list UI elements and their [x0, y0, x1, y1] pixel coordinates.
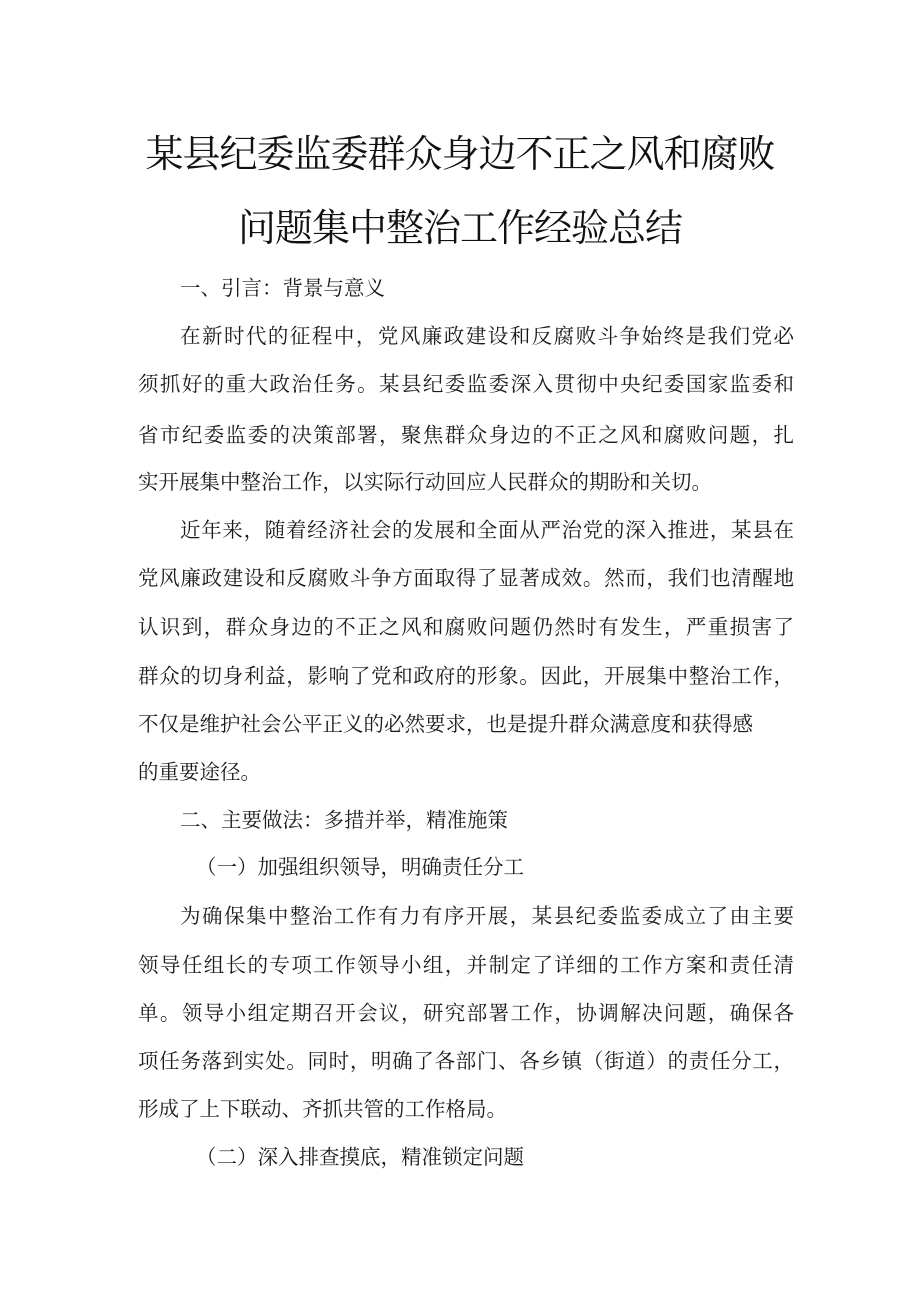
paragraph-3-line-3: 单。领导小组定期召开会议，研究部署工作，协调解决问题，确保各	[138, 1001, 794, 1025]
paragraph-2-line-6: 的重要途径。	[138, 760, 261, 784]
subsection-2-heading: （二）深入排查摸底，精准锁定问题	[196, 1145, 524, 1169]
paragraph-2-line-5: 不仅是维护社会公平正义的必然要求，也是提升群众满意度和获得感	[138, 712, 753, 736]
paragraph-1-line-1: 在新时代的征程中，党风廉政建设和反腐败斗争始终是我们党必	[180, 324, 794, 348]
paragraph-1-line-4: 实开展集中整治工作，以实际行动回应人民群众的期盼和关切。	[138, 470, 712, 494]
paragraph-2-line-2: 党风廉政建设和反腐败斗争方面取得了显著成效。然而，我们也清醒地	[138, 566, 794, 590]
section-2-heading: 二、主要做法：多措并举，精准施策	[180, 808, 508, 832]
paragraph-3-line-4: 项任务落到实处。同时，明确了各部门、各乡镇（街道）的责任分工，	[138, 1049, 794, 1073]
paragraph-3-line-1: 为确保集中整治工作有力有序开展，某县纪委监委成立了由主要	[180, 904, 794, 928]
subsection-1-heading: （一）加强组织领导，明确责任分工	[196, 855, 524, 879]
paragraph-2-line-1: 近年来，随着经济社会的发展和全面从严治党的深入推进，某县在	[180, 518, 794, 542]
paragraph-3-line-5: 形成了上下联动、齐抓共管的工作格局。	[138, 1097, 507, 1121]
paragraph-2-line-3: 认识到，群众身边的不正之风和腐败问题仍然时有发生，严重损害了	[138, 615, 794, 639]
paragraph-2-line-4: 群众的切身利益，影响了党和政府的形象。因此，开展集中整治工作，	[138, 664, 794, 688]
paragraph-3-line-2: 领导任组长的专项工作领导小组，并制定了详细的工作方案和责任清	[138, 953, 794, 977]
section-1-heading: 一、引言：背景与意义	[180, 276, 385, 300]
paragraph-1-line-3: 省市纪委监委的决策部署，聚焦群众身边的不正之风和腐败问题，扎	[138, 423, 794, 447]
document-title-line-2: 问题集中整治工作经验总结	[237, 206, 682, 250]
paragraph-1-line-2: 须抓好的重大政治任务。某县纪委监委深入贯彻中央纪委国家监委和	[138, 372, 794, 396]
document-title-line-1: 某县纪委监委群众身边不正之风和腐败	[145, 132, 775, 176]
